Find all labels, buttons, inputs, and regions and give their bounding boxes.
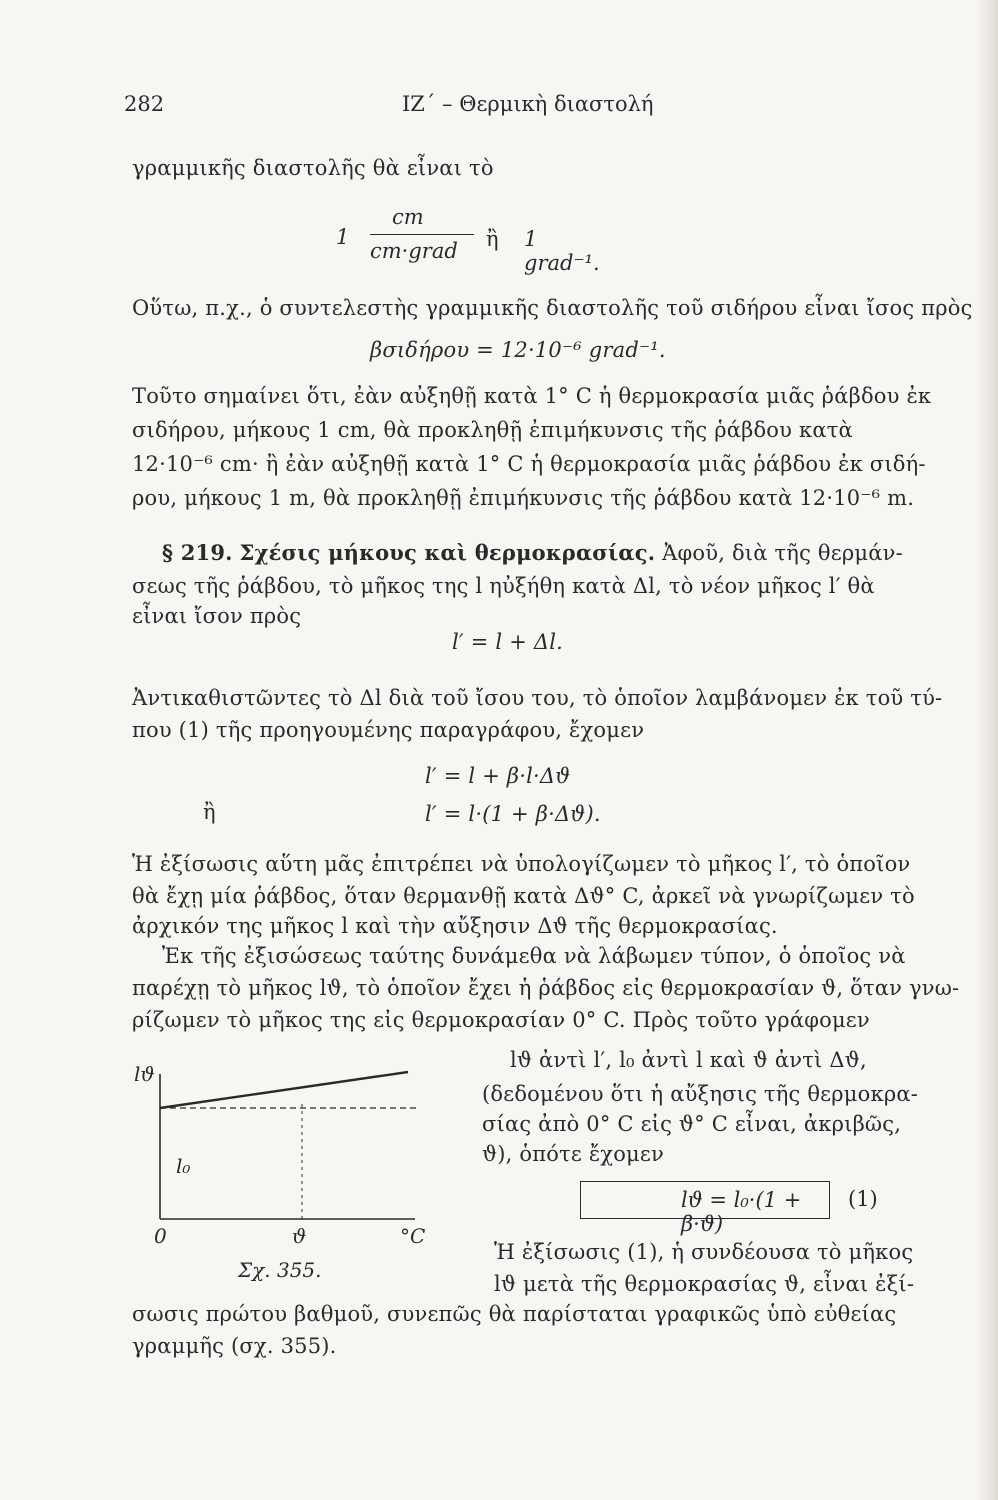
theta-label: ϑ <box>292 1224 307 1248</box>
text-line: ἀρχικόν της μῆκος l καὶ τὴν αὔξησιν Δϑ τῆς θερμοκρασίας. <box>132 914 778 938</box>
equation-number: (1) <box>848 1187 878 1211</box>
text-line: παρέχῃ τὸ μῆκος lϑ, τὸ ὁποῖον ἔχει ἡ ῥάβδος εἰς θερμοκρασίαν ϑ, ὅταν γνω- <box>132 976 960 1000</box>
text-line: ϑ), ὁπότε ἔχομεν <box>482 1142 664 1166</box>
text-line: που (1) τῆς προηγουμένης παραγράφου, ἔχομεν <box>132 718 645 742</box>
section-title: Σχέσις μήκους καὶ θερμοκρασίας. <box>239 540 656 565</box>
text-line: γραμμικῆς διαστολῆς θὰ εἶναι τὸ <box>132 156 494 180</box>
running-title: ΙΖ΄ – Θερμικὴ διαστολή <box>402 92 654 116</box>
fraction-denominator: cm·grad <box>370 239 458 263</box>
text-line: σωσις πρώτου βαθμοῦ, συνεπῶς θὰ παρίσταται γραφικῶς ὑπὸ εὐθείας <box>132 1302 897 1326</box>
text-line: σιδήρου, μήκους 1 cm, θὰ προκληθῇ ἐπιμήκυνσις τῆς ῥάβδου κατὰ <box>132 418 853 442</box>
equation-1: l′ = l + Δl. <box>452 630 564 654</box>
l0-label: l₀ <box>176 1154 191 1178</box>
page-number: 282 <box>124 92 165 116</box>
text-line: ρου, μήκους 1 m, θὰ προκληθῇ ἐπιμήκυνσις τῆς ῥάβδου κατὰ 12·10⁻⁶ m. <box>132 486 915 510</box>
fraction-coefficient: 1 <box>336 225 350 249</box>
equation-beta-iron: βσιδήρου = 12·10⁻⁶ grad⁻¹. <box>370 338 666 362</box>
unit-alternative: 1 grad⁻¹. <box>524 227 600 275</box>
text-line: εἶναι ἴσον πρὸς <box>132 604 302 628</box>
figure-caption: Σχ. 355. <box>238 1258 322 1282</box>
text-line: Ἡ ἐξίσωσις (1), ἡ συνδέουσα τὸ μῆκος <box>494 1240 914 1264</box>
boxed-equation <box>580 1181 830 1236</box>
equation-2: l′ = l + β·l·Δϑ <box>425 764 571 788</box>
conjunction-or: ἢ <box>486 227 499 251</box>
unit-label: °C <box>400 1224 426 1248</box>
conjunction-or: ἢ <box>203 800 216 824</box>
equation-length-temperature: lϑ = l₀·(1 + β·ϑ) <box>681 1188 802 1236</box>
unit-fraction-equation <box>336 203 600 275</box>
section-number: § 219. <box>162 540 233 565</box>
text-line: σίας ἀπὸ 0° C εἰς ϑ° C εἶναι, ἀκριβῶς, <box>482 1112 902 1136</box>
text-line: Τοῦτο σημαίνει ὅτι, ἐὰν αὐξηθῇ κατὰ 1° C ἡ θερμοκρασία μιᾶς ῥάβδου ἐκ <box>132 384 932 408</box>
fraction-bar <box>370 234 474 235</box>
text-line: (δεδομένου ὅτι ἡ αὔξησις τῆς θερμοκρα- <box>482 1082 919 1106</box>
text-line: γραμμῆς (σχ. 355). <box>132 1334 337 1358</box>
text-line: Ἡ ἐξίσωσις αὕτη μᾶς ἐπιτρέπει νὰ ὑπολογίζωμεν τὸ μῆκος l′, τὸ ὁποῖον <box>132 852 911 876</box>
text-line: lϑ ἀντὶ l′, l₀ ἀντὶ l καὶ ϑ ἀντὶ Δϑ, <box>510 1048 867 1072</box>
equation-3: l′ = l·(1 + β·Δϑ). <box>425 802 601 826</box>
section-text: Ἀφοῦ, διὰ τῆς θερμάν- <box>662 541 903 565</box>
text-line: Ἐκ τῆς ἐξισώσεως ταύτης δυνάμεθα νὰ λάβωμεν τύπον, ὁ ὁποῖος νὰ <box>162 944 906 968</box>
fraction-numerator: cm <box>392 205 424 229</box>
y-axis-label: lϑ <box>134 1062 155 1086</box>
text-line: ρίζωμεν τὸ μῆκος της εἰς θερμοκρασίαν 0° C. Πρὸς τοῦτο γράφομεν <box>132 1008 870 1032</box>
text-line: lϑ μετὰ τῆς θερμοκρασίας ϑ, εἶναι ἐξί- <box>494 1272 915 1296</box>
page-edge-shadow <box>976 0 998 1500</box>
text-line: σεως τῆς ῥάβδου, τὸ μῆκος της l ηὐξήθη κατὰ Δl, τὸ νέον μῆκος l′ θὰ <box>132 574 875 598</box>
text-line: Οὕτω, π.χ., ὁ συντελεστὴς γραμμικῆς διαστολῆς τοῦ σιδήρου εἶναι ἴσος πρὸς <box>132 296 973 320</box>
text-line: Ἀντικαθιστῶντες τὸ Δl διὰ τοῦ ἴσου του, τὸ ὁποῖον λαμβάνομεν ἐκ τοῦ τύ- <box>132 686 943 710</box>
text-line: θὰ ἔχῃ μία ῥάβδος, ὅταν θερμανθῇ κατὰ Δϑ° C, ἀρκεῖ νὰ γνωρίζωμεν τὸ <box>132 884 915 908</box>
figure-355 <box>130 1054 450 1294</box>
length-line <box>160 1072 408 1108</box>
section-heading <box>162 540 903 565</box>
text-line: 12·10⁻⁶ cm· ἢ ἐὰν αὐξηθῇ κατὰ 1° C ἡ θερμοκρασία μιᾶς ῥάβδου ἐκ σιδή- <box>132 452 926 476</box>
origin-label: 0 <box>154 1224 167 1248</box>
